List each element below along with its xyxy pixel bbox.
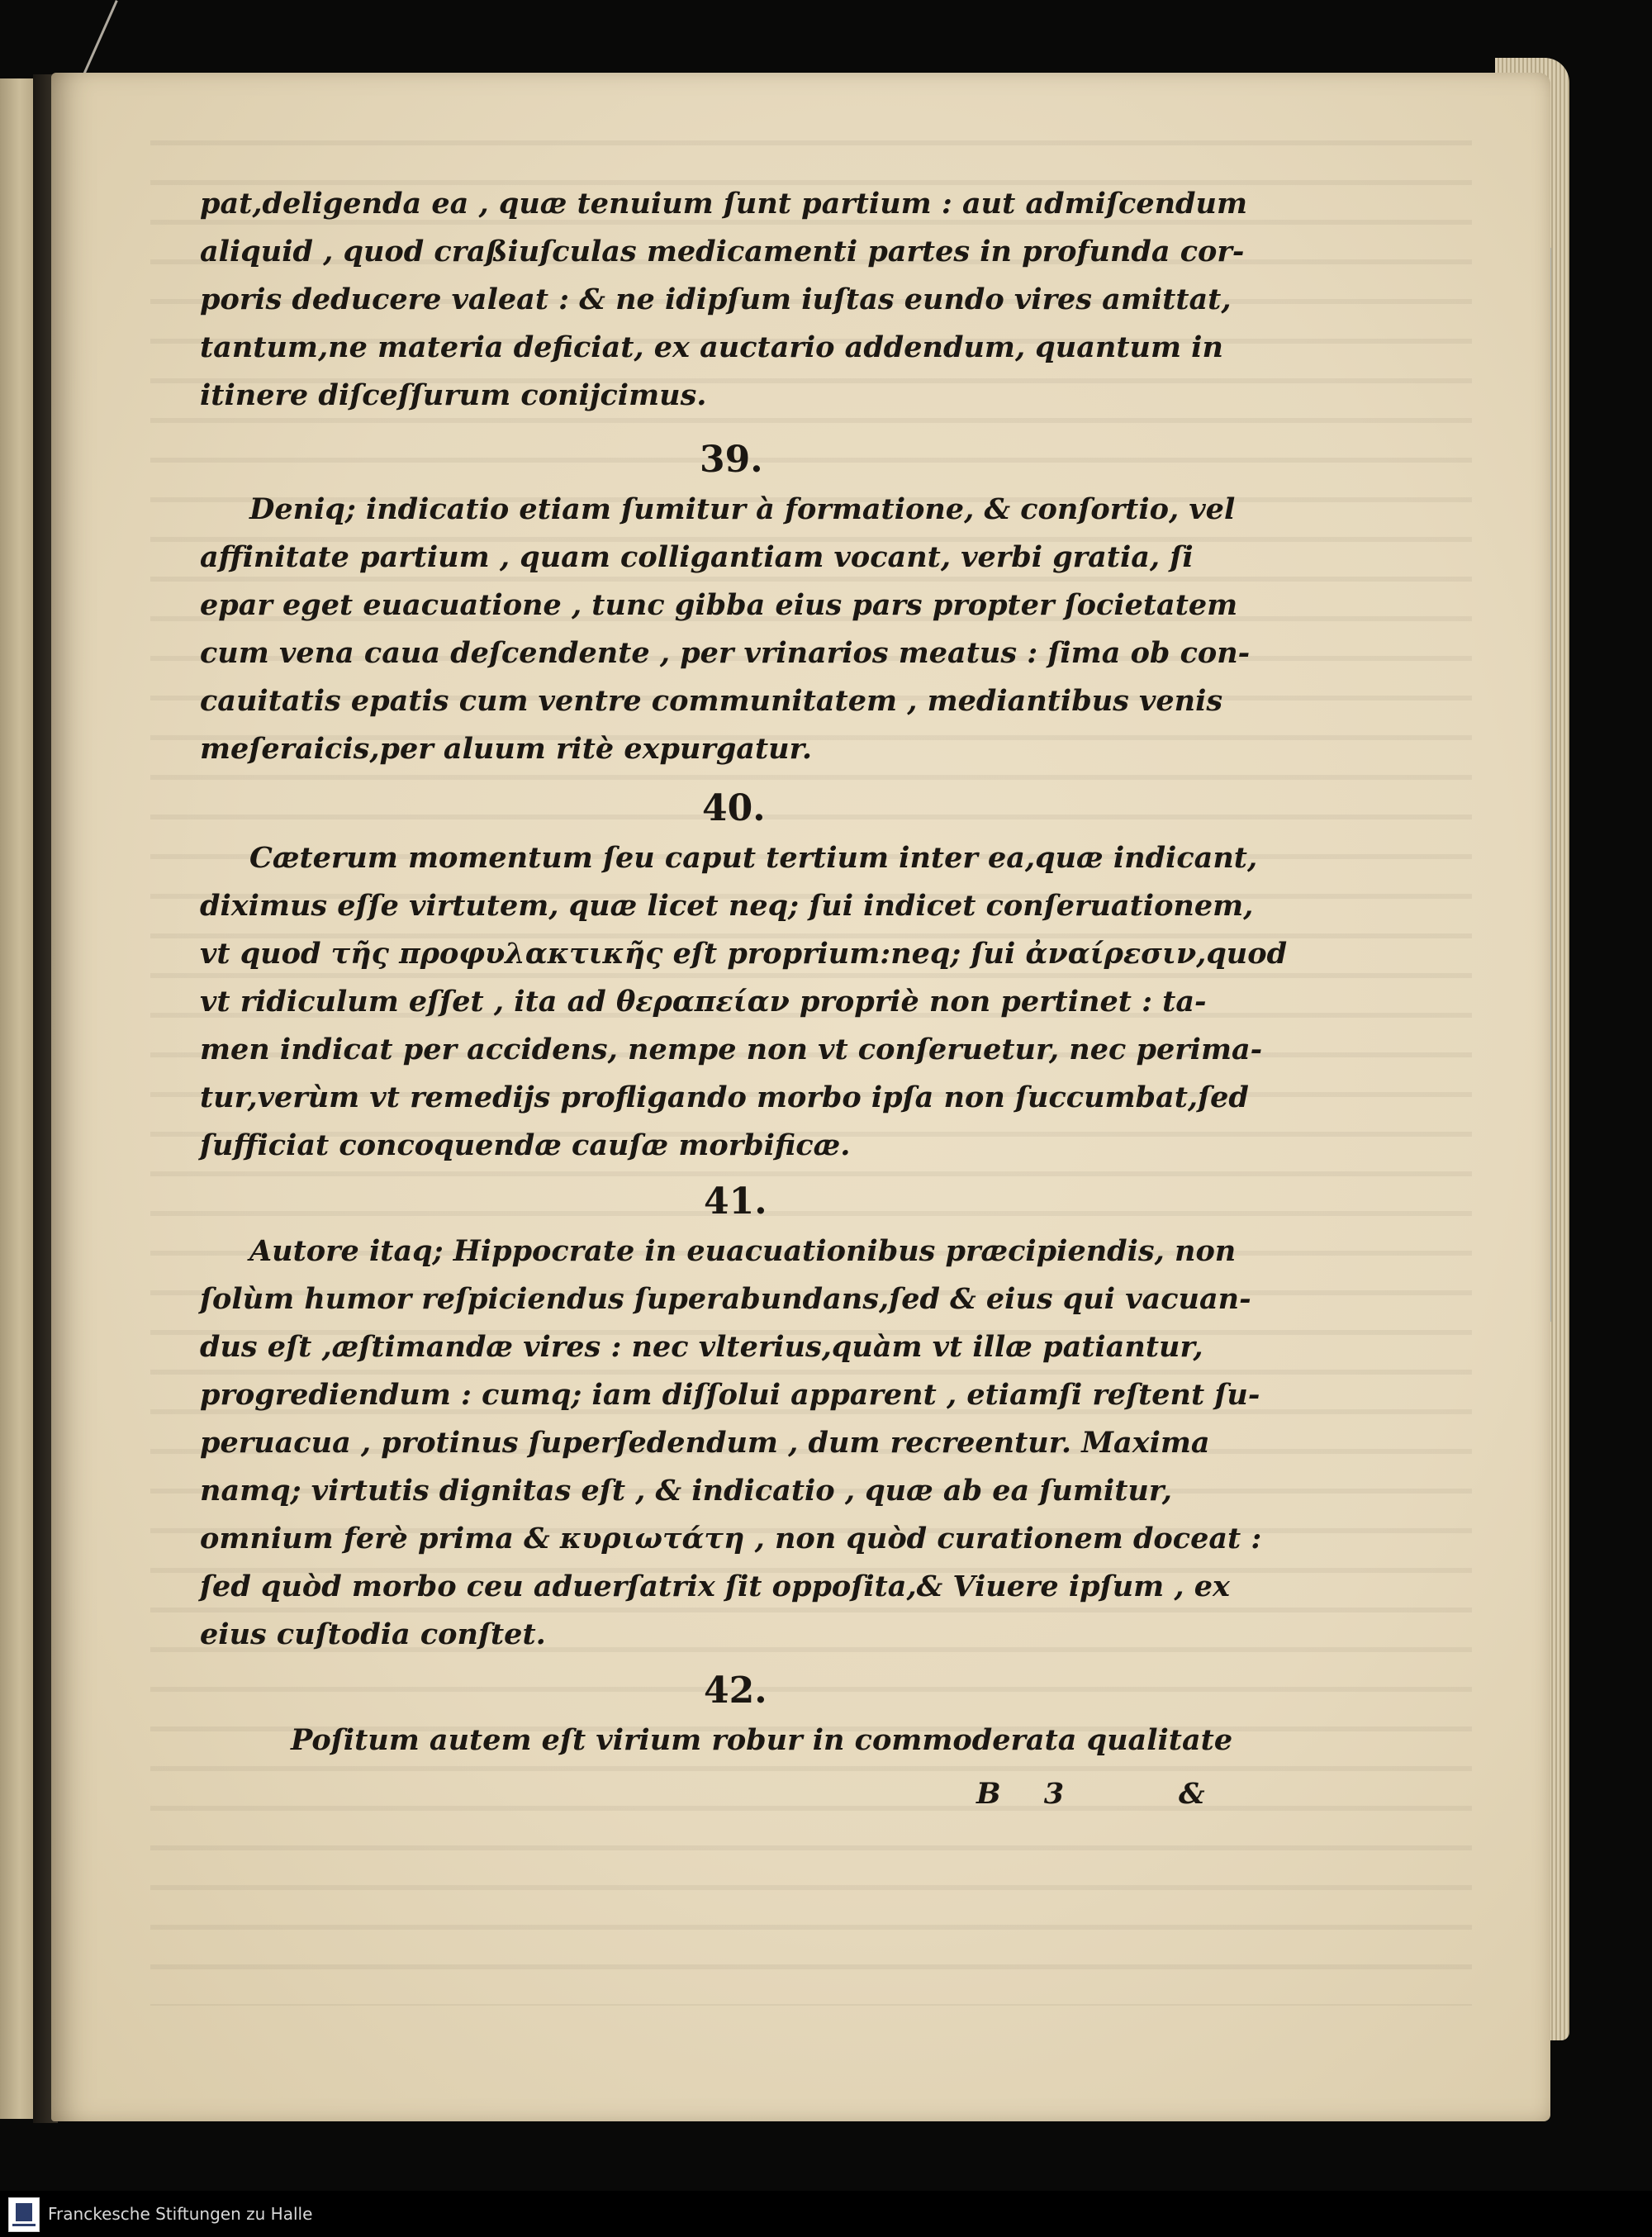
signature-mark: B 3 bbox=[976, 1777, 1065, 1811]
text-line: aliquid , quod craßiuſculas medicamenti partes in profunda cor- bbox=[200, 235, 1245, 268]
text-line: meſeraicis,per aluum ritè expurgatur. bbox=[200, 732, 813, 766]
text-line: namq; virtutis dignitas eſt , & indicatio , quæ ab ea ſumitur, bbox=[200, 1474, 1172, 1508]
text-line: vt quod τῆς προφυλακτικῆς eſt proprium:neq; ſui ἀναίρεσιν,quod bbox=[200, 937, 1288, 971]
book-page bbox=[51, 73, 1550, 2121]
text-line: vt ridiculum eſſet , ita ad θεραπείαν propriè non pertinet : ta- bbox=[200, 985, 1207, 1019]
text-line: ſed quòd morbo ceu aduerſatrix ſit oppoſita,& Viuere ipſum , ex bbox=[200, 1570, 1230, 1603]
section-number: 42. bbox=[704, 1669, 767, 1712]
section-number: 40. bbox=[702, 787, 766, 829]
text-line: eius cuſtodia conſtet. bbox=[200, 1617, 546, 1651]
text-line: tur,verùm vt remedijs profligando morbo ipſa non ſuccumbat,ſed bbox=[200, 1081, 1249, 1114]
text-line: itinere diſceſſurum conijcimus. bbox=[200, 378, 707, 412]
text-line: Deniq; indicatio etiam ſumitur à formatione, & conſortio, vel bbox=[249, 492, 1236, 526]
text-line: ſolùm humor reſpiciendus ſuperabundans,ſed & eius qui vacuan- bbox=[200, 1282, 1251, 1316]
text-line: Autore itaq; Hippocrate in euacuationibus præcipiendis, non bbox=[249, 1234, 1237, 1268]
text-line: peruacua , protinus ſuperſedendum , dum recreentur. Maxima bbox=[200, 1426, 1210, 1460]
text-line: cauitatis epatis cum ventre communitatem , mediantibus venis bbox=[200, 684, 1223, 718]
text-line: cum vena caua deſcendente , per vrinarios meatus : ſima ob con- bbox=[200, 636, 1251, 670]
institution-logo-icon bbox=[8, 2197, 40, 2232]
text-line: dus eſt ,æſtimandæ vires : nec vlterius,quàm vt illæ patiantur, bbox=[200, 1330, 1203, 1364]
thread-strand bbox=[82, 0, 117, 77]
text-line: progrediendum : cumq; iam diſſolui apparent , etiamſi reſtent ſu- bbox=[200, 1378, 1260, 1412]
text-line: omnium ferè prima & κυριωτάτη , non quòd curationem doceat : bbox=[200, 1522, 1262, 1555]
text-line: epar eget euacuatione , tunc gibba eius pars propter ſocietatem bbox=[200, 588, 1238, 622]
text-line: Cæterum momentum ſeu caput tertium inter ea,quæ indicant, bbox=[249, 841, 1258, 875]
text-line: ſufficiat concoquendæ cauſæ morbificæ. bbox=[200, 1128, 851, 1162]
text-line: men indicat per accidens, nempe non vt conſeruetur, nec perima- bbox=[200, 1033, 1263, 1066]
text-line: tantum,ne materia deficiat, ex auctario addendum, quantum in bbox=[200, 330, 1223, 364]
institution-name: Franckesche Stiftungen zu Halle bbox=[48, 2204, 313, 2224]
footer-bar bbox=[0, 2191, 1652, 2237]
text-line: poris deducere valeat : & ne idipſum iuſtas eundo vires amittat, bbox=[200, 283, 1232, 316]
facing-page-edge bbox=[0, 78, 33, 2119]
section-number: 41. bbox=[704, 1180, 767, 1223]
section-number: 39. bbox=[700, 439, 763, 481]
text-line: diximus eſſe virtutem, quæ licet neq; ſui indicet conſeruationem, bbox=[200, 889, 1254, 923]
text-line: Poſitum autem eſt virium robur in commoderata qualitate bbox=[291, 1723, 1233, 1757]
text-line: affinitate partium , quam colligantiam vocant, verbi gratia, ſi bbox=[200, 540, 1194, 574]
text-line: pat,deligenda ea , quæ tenuium ſunt partium : aut admiſcendum bbox=[200, 187, 1247, 221]
catchword: & bbox=[1179, 1777, 1205, 1811]
